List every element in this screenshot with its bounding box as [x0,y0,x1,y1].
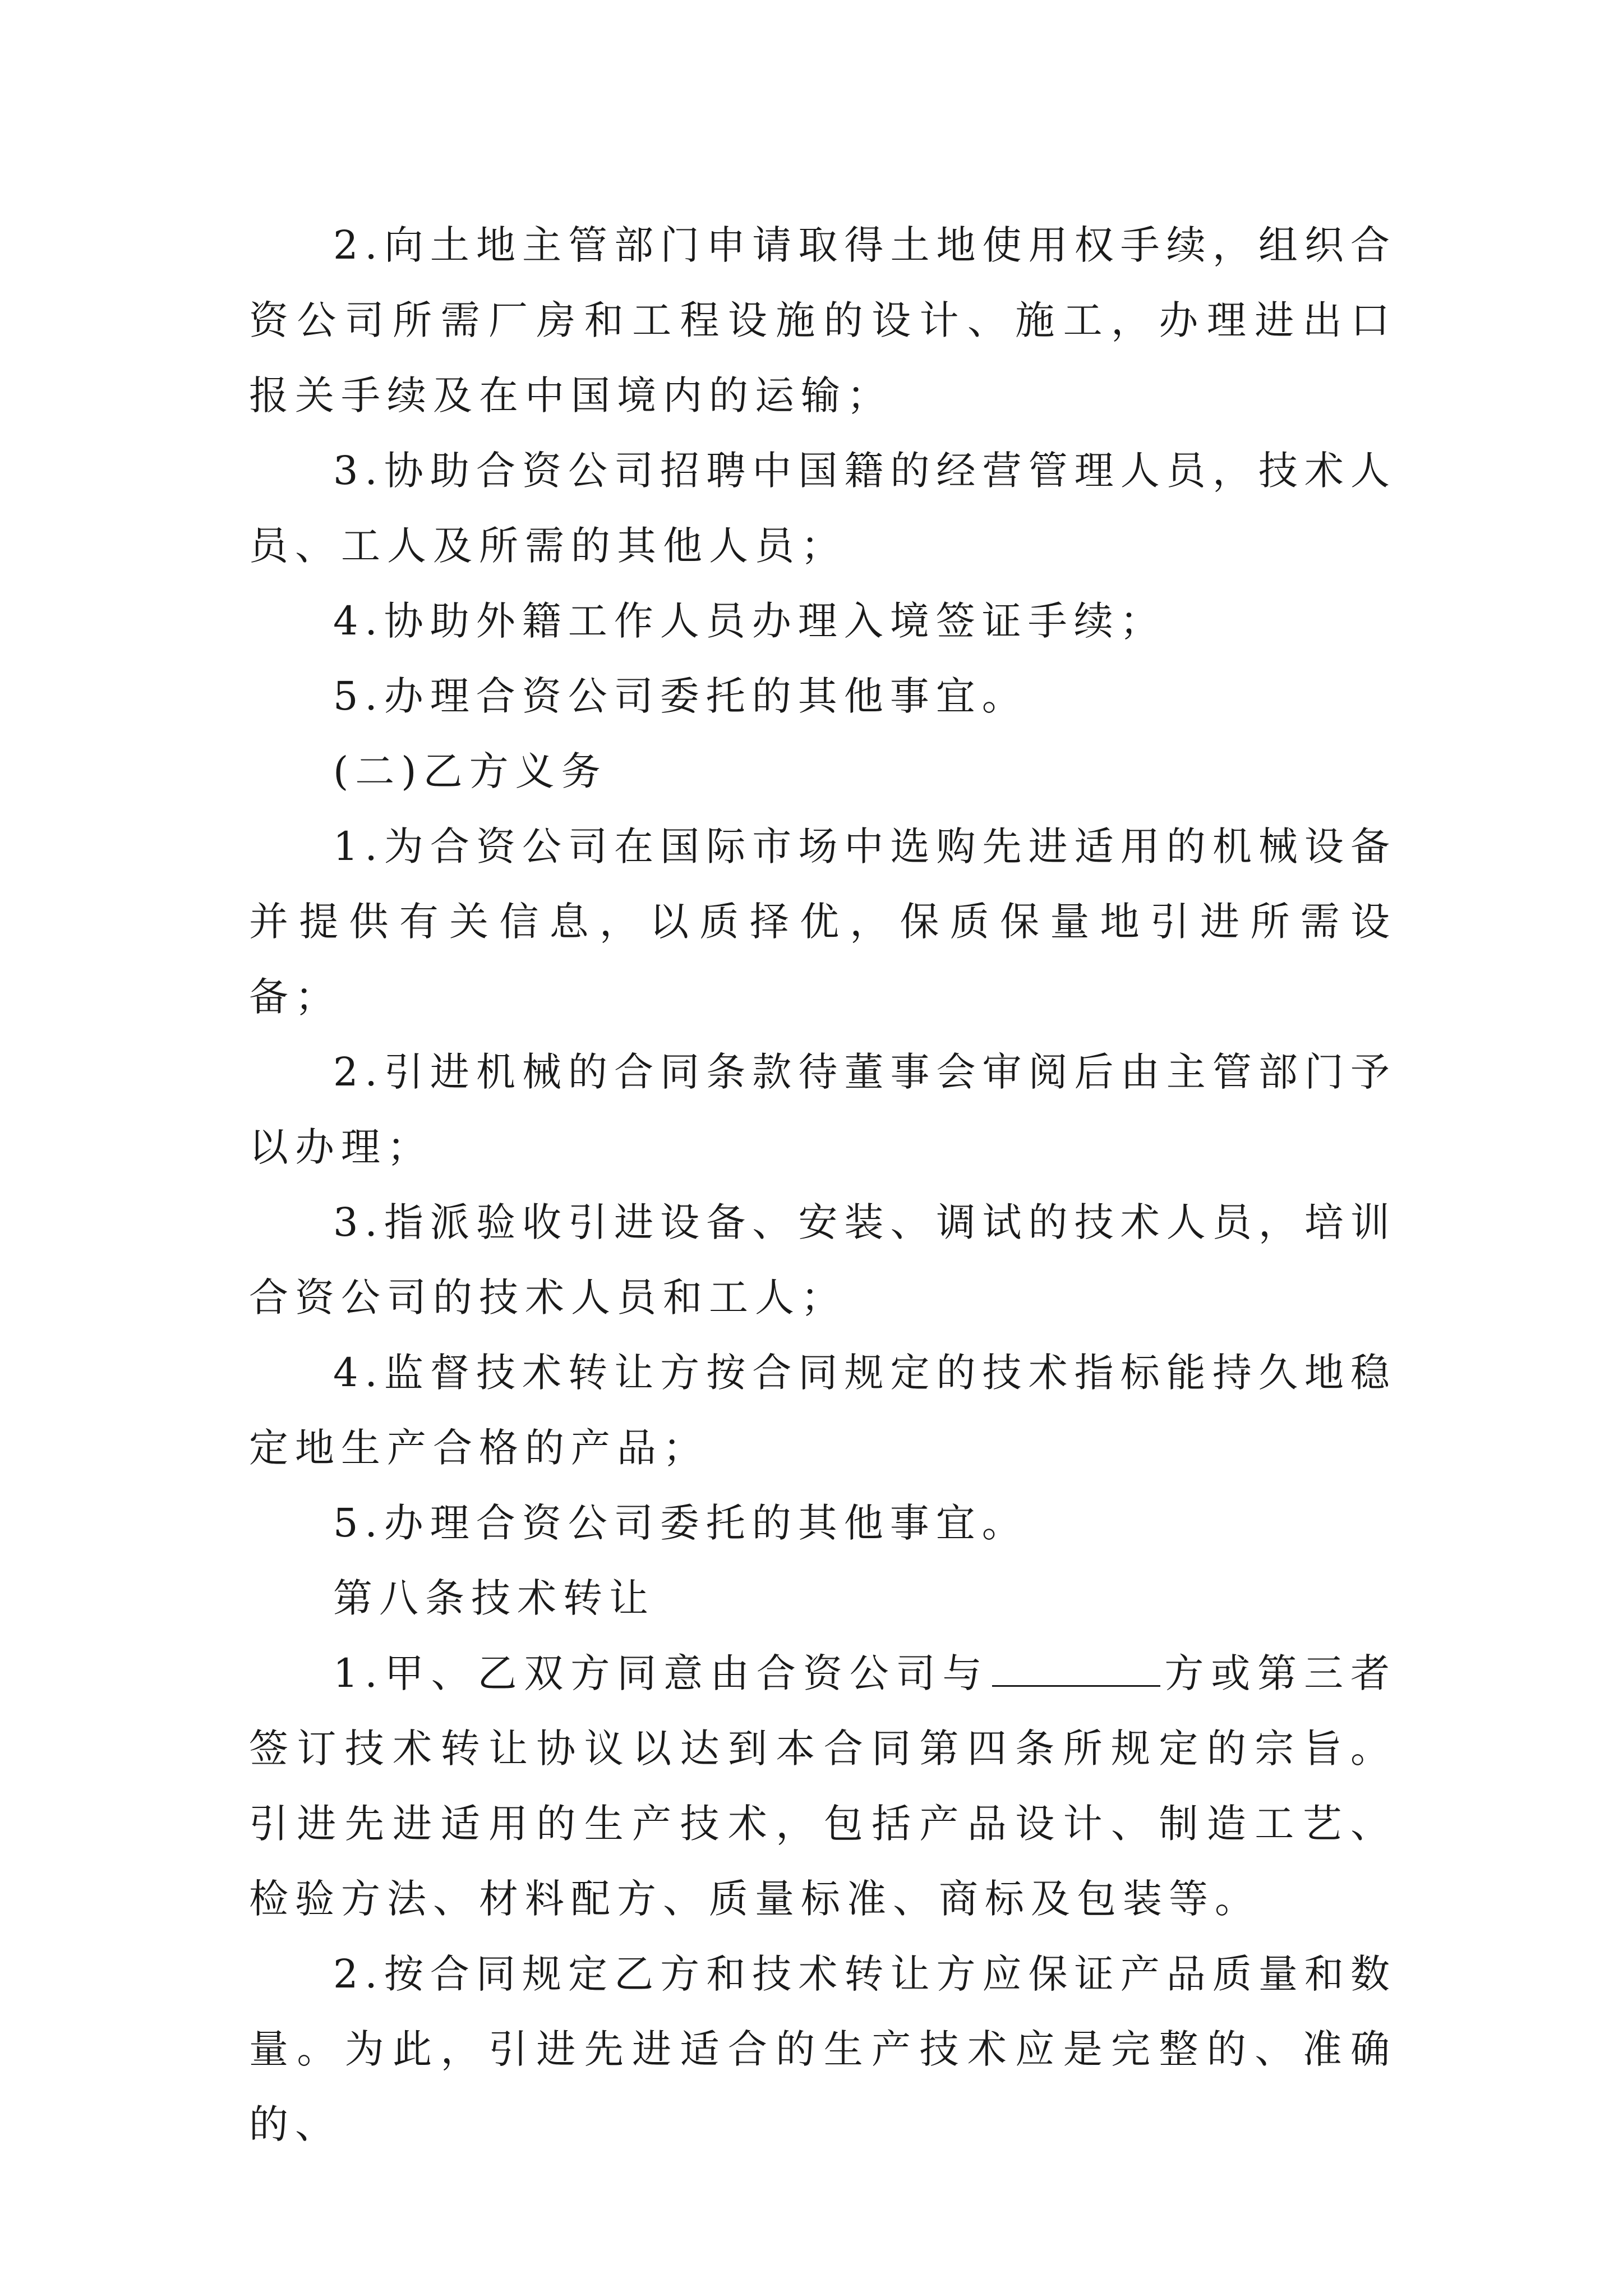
fill-in-blank [992,1683,1160,1687]
article-8-item-1-start: 1.甲、乙双方同意由合资公司与 [333,1650,989,1696]
article-8-item-1-rest: 方或第三者签订技术转让协议以达到本合同第四条所规定的宗旨。引进先进适用的生产技术，包括产品设计、制造工艺、检验方法、材料配方、质量标准、商标及包装等。 [249,1650,1396,1922]
paragraph-party-b-duty-2: 2.引进机械的合同条款待董事会审阅后由主管部门予以办理； [249,1049,1396,1170]
paragraph-party-b-duty-1: 1.为合资公司在国际市场中选购先进适用的机械设备并提供有关信息，以质择优，保质保量地引进所需设备； [249,823,1396,1020]
paragraph-article-8-item-1 [249,1636,1396,1936]
paragraph-party-a-duty-3: 3.协助合资公司招聘中国籍的经营管理人员，技术人员、工人及所需的其他人员； [249,448,1396,569]
document-body [249,208,1396,2162]
paragraph-party-a-duty-4: 4.协助外籍工作人员办理入境签证手续； [333,598,1166,644]
paragraph-party-b-duty-5: 5.办理合资公司委托的其他事宜。 [333,1500,1028,1546]
paragraph-party-b-duty-4: 4.监督技术转让方按合同规定的技术指标能持久地稳定地生产合格的产品； [249,1350,1396,1471]
paragraph-article-8-item-2: 2.按合同规定乙方和技术转让方应保证产品质量和数量。为此，引进先进适合的生产技术应是完整的、准确的、 [249,1951,1396,2147]
paragraph-party-b-duty-3: 3.指派验收引进设备、安装、调试的技术人员，培训合资公司的技术人员和工人； [249,1199,1396,1320]
paragraph-party-a-duty-5: 5.办理合资公司委托的其他事宜。 [333,673,1028,719]
section-heading-party-b-duties: (二)乙方义务 [333,748,607,794]
article-8-heading: 第八条技术转让 [333,1575,655,1621]
paragraph-party-a-duty-2: 2.向土地主管部门申请取得土地使用权手续，组织合资公司所需厂房和工程设施的设计、施工，办理进出口报关手续及在中国境内的运输； [249,222,1396,418]
